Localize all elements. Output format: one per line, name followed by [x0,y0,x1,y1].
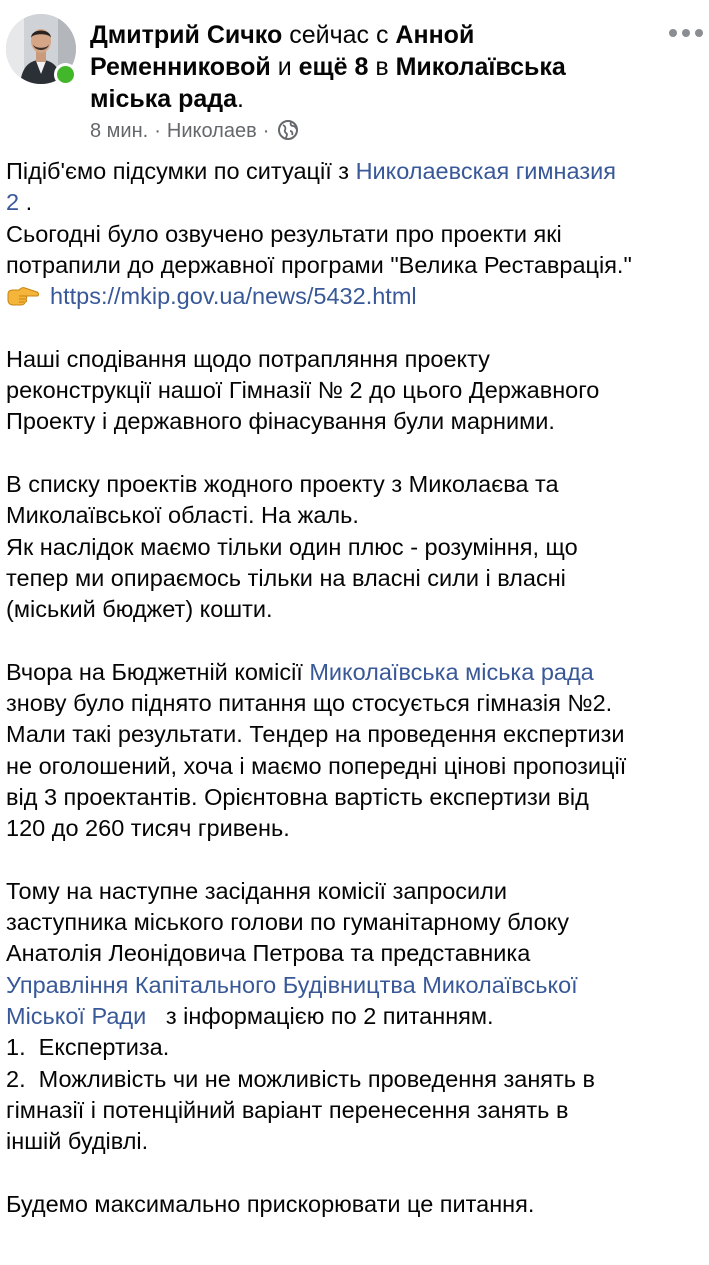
place-name[interactable]: Миколаївська [395,53,566,81]
external-url-link[interactable]: https://mkip.gov.ua/news/5432.html [50,283,417,310]
text-line: від 3 проектантів. Орієнтовна вартість експертизи від [6,783,589,810]
title-period: . [237,85,244,113]
text-line: Проекту і державного фінасування були марними. [6,408,555,435]
place-name-continued[interactable]: міська рада [90,85,238,113]
page-link-city-council[interactable]: Миколаївська міська рада [309,658,594,685]
more-icon[interactable] [668,26,704,40]
text-span: Підіб'ємо підсумки по ситуації з [6,158,356,184]
page-link-gymnasium[interactable]: Николаевская гимназия [355,158,616,184]
online-status-dot [54,63,77,86]
text-line: тепер ми опираємось тільки на власні сили і власні [6,564,566,591]
text-line: гімназії і потенційний варіант перенесення занять в [6,1096,569,1123]
text-span: Вчора на Бюджетній комісії [6,658,310,685]
text-line: Мали такі результати. Тендер на проведення експертизи [6,721,625,748]
meta-separator-2: · [262,120,270,142]
post-location[interactable]: Николаев [166,120,257,142]
text-line: реконструкції нашої Гімназії № 2 до цього Державного [6,377,600,404]
meta-separator: · [154,120,161,142]
text-line [6,156,706,187]
in-text: в [375,53,389,81]
text-line: (міський бюджет) кошти. [6,596,273,623]
tagged-others[interactable]: ещё 8 [298,53,369,81]
text-line [6,281,706,312]
globe-icon[interactable] [277,119,299,141]
text-line: Наші сподівання щодо потрапляння проекту [6,345,490,372]
text-line: заступника міського голови по гуманітарному блоку [6,909,569,936]
text-line [6,1001,706,1032]
and-text: и [277,53,292,81]
tagged-person-surname[interactable]: Ременниковой [90,53,271,81]
paragraph-spacer [6,312,706,343]
pointing-right-hand-icon [6,285,40,307]
text-line: 2. Можливість чи не можливість проведення занять в [6,1065,596,1092]
text-line: знову було піднято питання що стосується гімназія №2. [6,690,613,717]
text-line: Миколаївської області. На жаль. [6,502,359,529]
with-text: сейчас с [289,21,389,49]
text-line: потрапили до державної програми "Велика Реставрація." [6,251,632,278]
text-line [6,657,706,688]
text-span: з інформацією по 2 питанням. [146,1003,494,1030]
text-line: Анатолія Леонідовича Петрова та представника [6,940,531,967]
post-body [6,156,706,1220]
text-line: В списку проектів жодного проекту з Миколаєва та [6,470,559,497]
paragraph-spacer [6,845,706,876]
text-span: . [19,189,33,216]
text-line [6,970,706,1001]
text-line: не оголошений, хоча і маємо попередні цінові пропозиції [6,752,627,779]
tagged-person[interactable]: Анной [395,21,475,49]
page-link-capital-construction-continued[interactable]: Міської Ради [6,1003,147,1030]
text-line: Як наслідок маємо тільки один плюс - розуміння, що [6,533,578,560]
text-line: Сьогодні було озвучено результати про проекти які [6,220,562,247]
post-title-line-2 [90,52,650,83]
page-link-capital-construction[interactable]: Управління Капітального Будівництва Миколаївської [6,971,578,998]
paragraph-spacer [6,438,706,469]
text-line: іншій будівлі. [6,1128,149,1155]
author-name[interactable]: Дмитрий Сичко [90,21,283,49]
post-title-line-3 [90,84,650,115]
paragraph-spacer [6,1158,706,1189]
text-line: 120 до 260 тисяч гривень. [6,815,290,842]
text-line: Будемо максимально прискорювати це питання. [6,1190,535,1217]
text-line: 1. Експертиза. [6,1034,170,1061]
paragraph-spacer [6,625,706,656]
post-meta [90,118,299,144]
text-line: Тому на наступне засідання комісії запросили [6,877,507,904]
text-line [6,187,706,218]
page-link-gymnasium-continued[interactable]: 2 [6,189,20,216]
post-header [0,0,709,150]
post-time[interactable]: 8 мин. [90,120,149,142]
post-title-line-1 [90,20,650,51]
